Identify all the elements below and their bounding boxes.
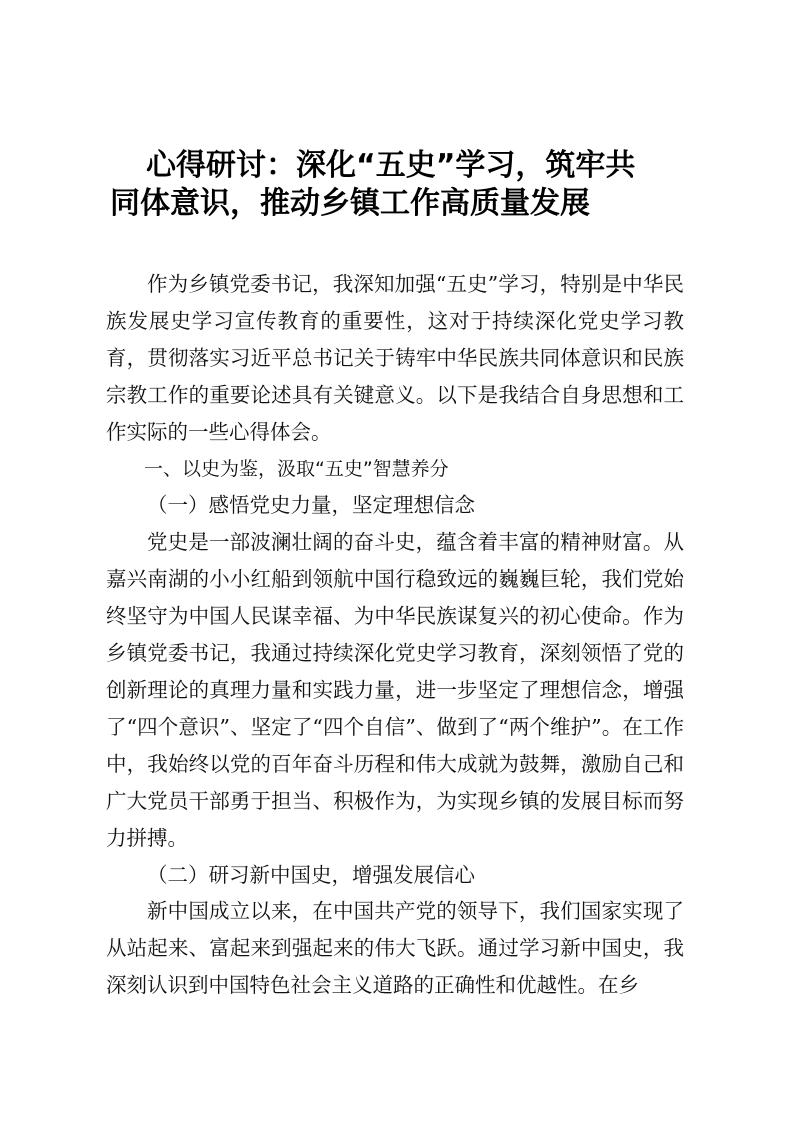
document-title [110, 147, 700, 223]
title-line-2: 同体意识，推动乡镇工作高质量发展 [110, 186, 590, 221]
section-heading: 一、以史为鉴，汲取“五史”智慧养分 [144, 457, 449, 480]
subsection-2-paragraph: 新中国成立以来，在中国共产党的领导下，我们国家实现了从站起来、富起来到强起来的伟大飞跃。通过学习新中国史，我深刻认识到中国特色社会主义道路的正确性和优越性。在乡 [106, 899, 684, 998]
document-body [106, 266, 684, 1004]
title-line-1: 心得研讨：深化“五史”学习，筑牢共 [146, 148, 636, 183]
subsection-1-paragraph: 党史是一部波澜壮阔的奋斗史，蕴含着丰富的精神财富。从嘉兴南湖的小小红船到领航中国行稳致远的巍巍巨轮，我们党始终坚守为中国人民谋幸福、为中华民族谋复兴的初心使命。作为乡镇党委书记，我通过持续深化党史学习教育，深刻领悟了党的创新理论的真理力量和实践力量，进一步坚定了理想信念，增强了“四个意识”、坚定了“四个自信”、做到了“两个维护”。在工作中，我始终以党的百年奋斗历程和伟大成就为鼓舞，激励自己和广大党员干部勇于担当、积极作为，为实现乡镇的发展目标而努力拼搏。 [106, 530, 684, 850]
subsection-heading-1: （一）感悟党史力量，坚定理想信念 [147, 493, 475, 518]
subsection-heading-2: （二）研习新中国史，增强发展信心 [147, 862, 475, 887]
intro-paragraph: 作为乡镇党委书记，我深知加强“五史”学习，特别是中华民族发展史学习宣传教育的重要性，这对于持续深化党史学习教育，贯彻落实习近平总书记关于铸牢中华民族共同体意识和民族宗教工作的重要论述具有关键意义。以下是我结合自身思想和工作实际的一些心得体会。 [106, 272, 684, 444]
